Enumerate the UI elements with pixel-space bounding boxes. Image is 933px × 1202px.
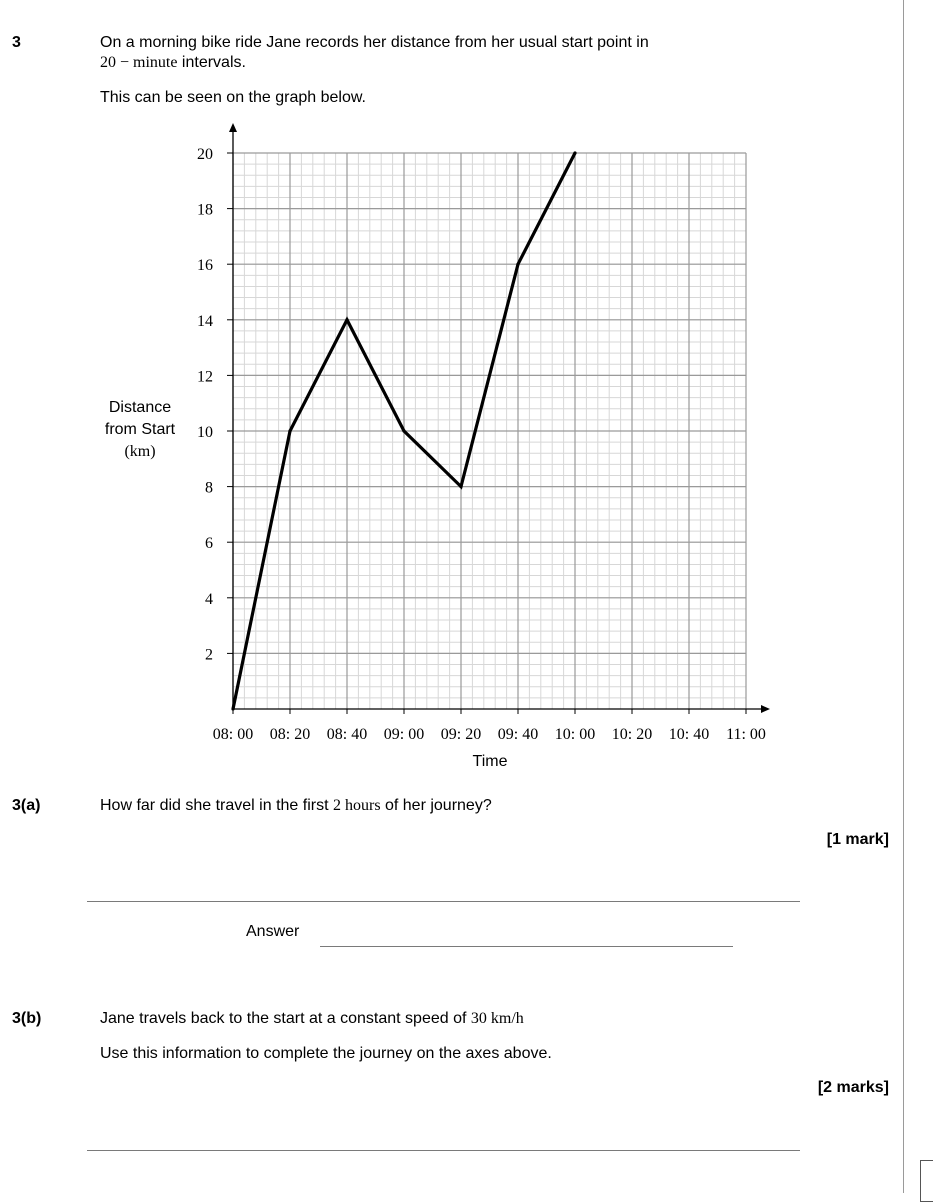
question-intro-line3: This can be seen on the graph below. <box>100 89 366 106</box>
journey-point <box>573 151 576 154</box>
x-tick-label: 10: 40 <box>668 726 710 743</box>
y-tick-labels <box>197 146 233 663</box>
part-b-math: 30 km/h <box>470 1010 524 1027</box>
y-tick-label: 2 <box>205 646 213 664</box>
y-axis-label-line: Distance <box>108 399 172 416</box>
y-tick-label: 6 <box>205 535 213 553</box>
journey-point <box>345 318 348 321</box>
part-b-question-line1 <box>100 1010 524 1028</box>
part-b-label: 3(b) <box>12 1010 42 1027</box>
interval-math: 20 − minute <box>100 54 178 71</box>
answer-label: Answer <box>246 923 300 940</box>
x-axis-label: Time <box>472 753 508 770</box>
x-tick-label: 08: 00 <box>212 726 254 743</box>
part-a-text-pre: How far did she travel in the first <box>100 797 333 814</box>
answer-line[interactable] <box>320 946 733 947</box>
x-axis-arrow <box>761 705 770 713</box>
journey-point <box>402 429 405 432</box>
y-tick-label: 10 <box>197 424 213 441</box>
y-tick-label: 4 <box>205 590 213 608</box>
y-tick-label: 20 <box>197 146 213 163</box>
interval-text: intervals. <box>177 54 246 71</box>
question-intro-line1: On a morning bike ride Jane records her distance from her usual start point in <box>100 34 649 51</box>
journey-point <box>288 429 291 432</box>
x-tick-label: 09: 20 <box>440 726 482 743</box>
margin-box <box>920 1160 933 1202</box>
y-tick-label: 8 <box>205 479 213 497</box>
y-axis-label-line: from Start <box>104 421 176 438</box>
part-b-marks: [2 marks] <box>817 1079 889 1096</box>
part-b-question-line2: Use this information to complete the journey on the axes above. <box>100 1045 552 1062</box>
y-tick-label: 14 <box>197 312 213 330</box>
x-tick-label: 09: 40 <box>497 726 539 743</box>
y-axis-label <box>105 399 176 460</box>
y-axis-arrow <box>229 123 237 132</box>
part-a-marks: [1 mark] <box>826 831 889 848</box>
journey-point <box>459 485 462 488</box>
journey-point <box>516 263 519 266</box>
x-tick-label: 08: 20 <box>269 726 311 743</box>
part-a-label: 3(a) <box>12 797 41 814</box>
x-tick-label: 11: 00 <box>726 726 766 743</box>
part-a-math: 2 hours <box>332 797 381 814</box>
x-tick-label: 08: 40 <box>326 726 368 743</box>
part-a-text-post: of her journey? <box>380 797 492 814</box>
x-tick-labels <box>213 709 766 743</box>
y-tick-label: 12 <box>197 368 213 386</box>
journey-point <box>231 707 234 710</box>
grid-major <box>233 153 746 709</box>
part-a-question <box>100 797 492 815</box>
question-number: 3 <box>12 34 21 51</box>
working-line <box>87 901 800 902</box>
working-line-b <box>87 1150 800 1151</box>
y-axis-label-line: (km) <box>124 443 156 460</box>
x-tick-label: 09: 00 <box>383 726 425 743</box>
x-tick-label: 10: 20 <box>611 726 653 743</box>
x-tick-label: 10: 00 <box>554 726 596 743</box>
part-b-text-pre: Jane travels back to the start at a constant speed of <box>100 1010 471 1027</box>
y-tick-label: 16 <box>197 257 213 275</box>
y-tick-label: 18 <box>197 201 213 219</box>
